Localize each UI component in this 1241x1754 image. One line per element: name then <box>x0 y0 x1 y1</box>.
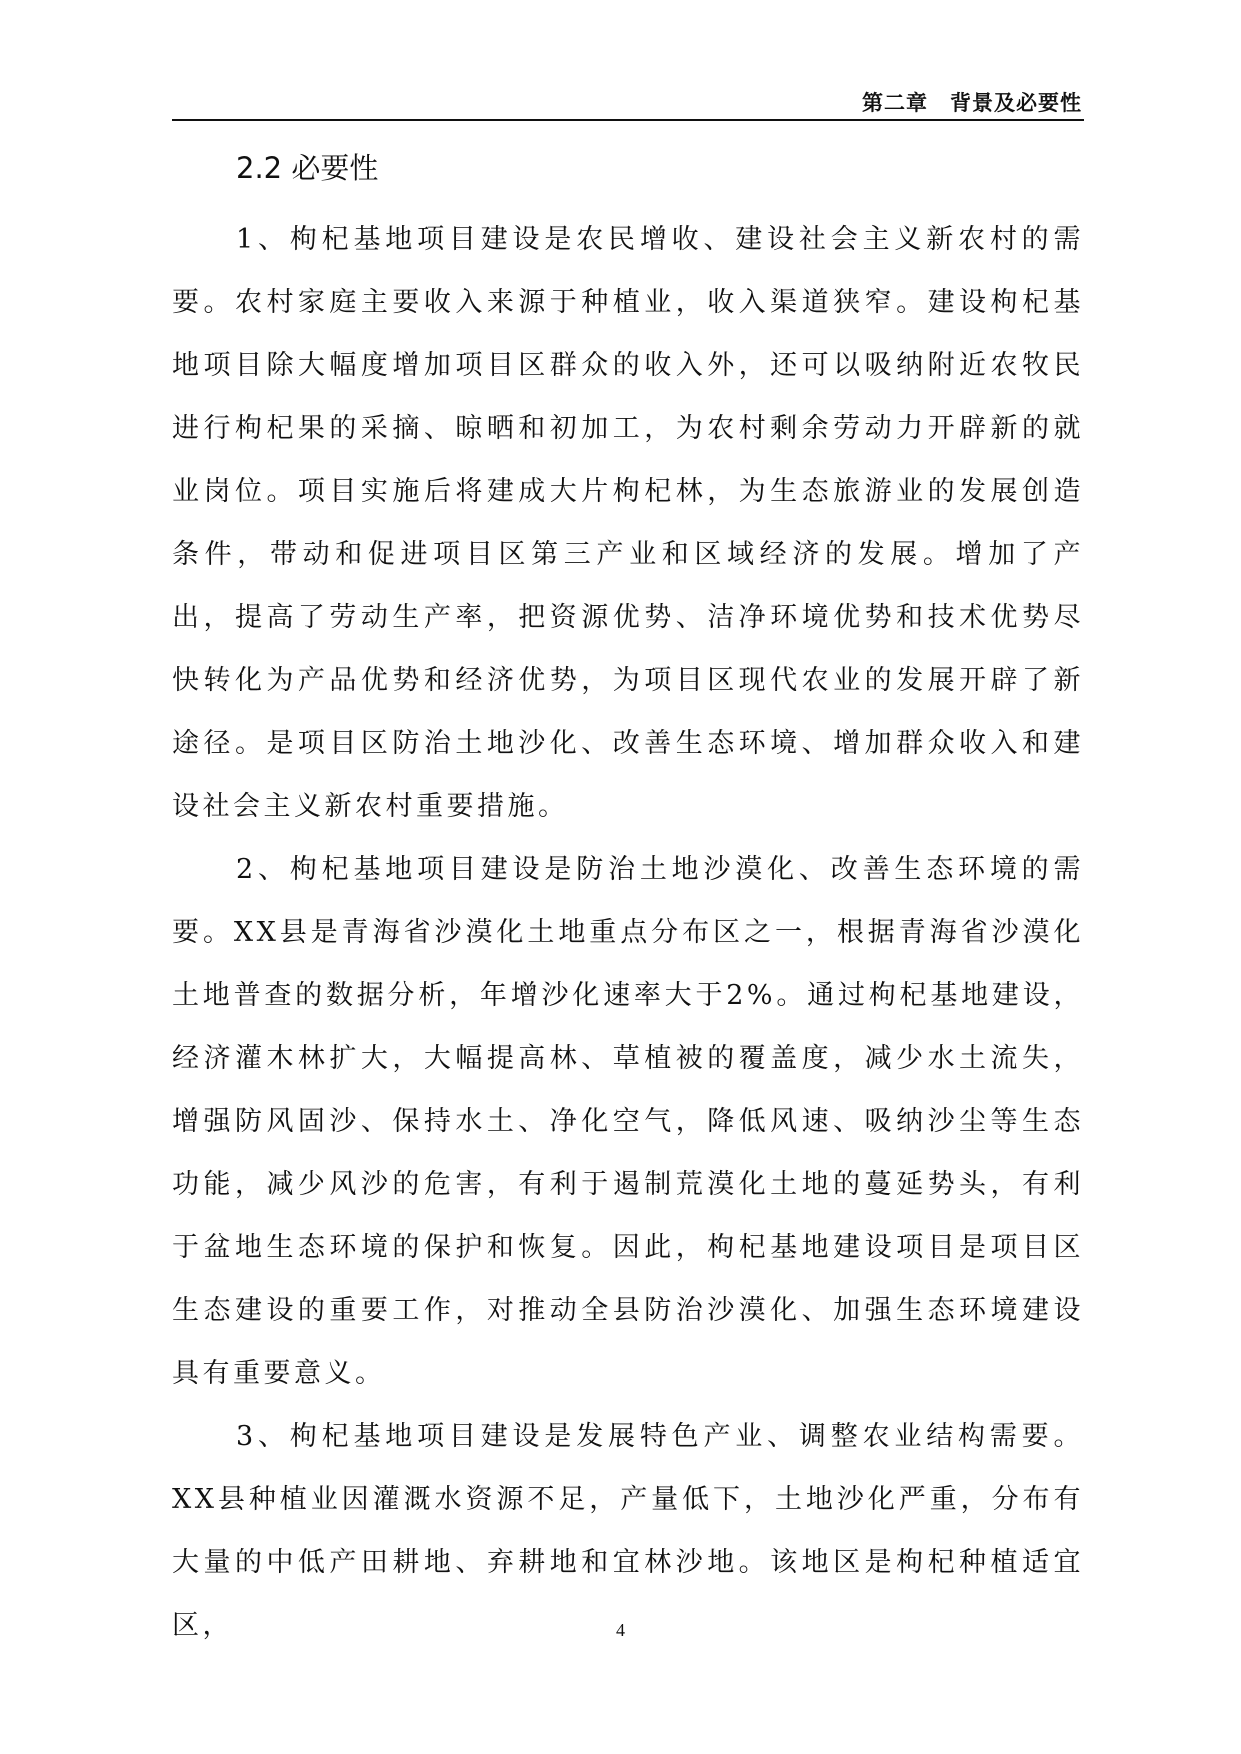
paragraph-1: 1、枸杞基地项目建设是农民增收、建设社会主义新农村的需要。农村家庭主要收入来源于种植业，收入渠道狭窄。建设枸杞基地项目除大幅度增加项目区群众的收入外，还可以吸纳附近农牧民进行枸杞果的采摘、晾晒和初加工，为农村剩余劳动力开辟新的就业岗位。项目实施后将建成大片枸杞林，为生态旅游业的发展创造条件，带动和促进项目区第三产业和区域经济的发展。增加了产出，提高了劳动生产率，把资源优势、洁净环境优势和技术优势尽快转化为产品优势和经济优势，为项目区现代农业的发展开辟了新途径。是项目区防治土地沙化、改善生态环境、增加群众收入和建设社会主义新农村重要措施。 <box>172 224 1084 822</box>
section-heading: 2.2 必要性 <box>236 151 379 185</box>
paragraph-2: 2、枸杞基地项目建设是防治土地沙漠化、改善生态环境的需要。XX县是青海省沙漠化土地重点分布区之一，根据青海省沙漠化土地普查的数据分析，年增沙化速率大于2%。通过枸杞基地建设，经济灌木林扩大，大幅提高林、草植被的覆盖度，减少水土流失，增强防风固沙、保持水土、净化空气，降低风速、吸纳沙尘等生态功能，减少风沙的危害，有利于遏制荒漠化土地的蔓延势头，有利于盆地生态环境的保护和恢复。因此，枸杞基地建设项目是项目区生态建设的重要工作，对推动全县防治沙漠化、加强生态环境建设具有重要意义。 <box>172 854 1084 1389</box>
body-text <box>172 208 1084 1657</box>
paragraph-3: 3、枸杞基地项目建设是发展特色产业、调整农业结构需要。XX县种植业因灌溉水资源不足，产量低下，土地沙化严重，分布有大量的中低产田耕地、弃耕地和宜林沙地。该地区是枸杞种植适宜区， <box>172 1421 1084 1641</box>
page-number: 4 <box>616 1620 625 1640</box>
running-header: 第二章 背景及必要性 <box>862 91 1082 115</box>
header-rule <box>172 119 1084 121</box>
